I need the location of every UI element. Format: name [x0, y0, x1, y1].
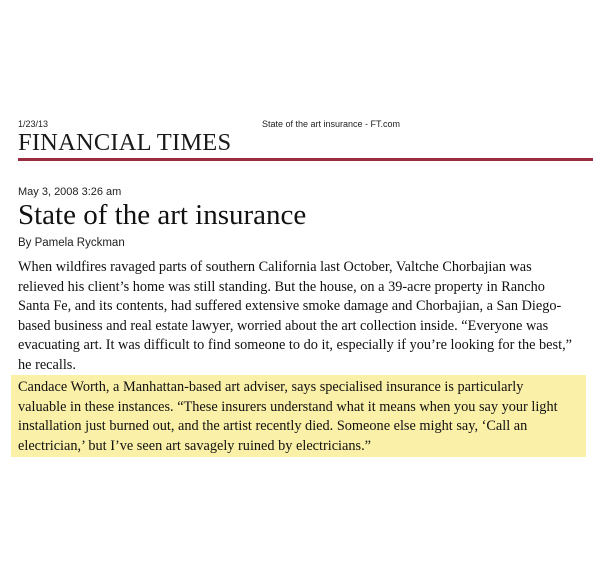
paragraph-line: When wildfires ravaged parts of southern California last October, Valtche Chorbajian was [18, 259, 532, 275]
paragraph-line: he recalls. [18, 356, 76, 373]
paragraph-line: electrician,’ but I’ve seen art savagely ruined by electricians.” [18, 437, 372, 454]
paragraph-line: Candace Worth, a Manhattan-based art adviser, says specialised insurance is particularly [18, 379, 524, 395]
paragraph-line: valuable in these instances. “These insurers understand what it means when you say your light [18, 398, 558, 415]
print-page-title: State of the art insurance - FT.com [262, 119, 401, 129]
publication-date: May 3, 2008 3:26 am [18, 186, 122, 198]
masthead-logo: FINANCIAL TIMES [18, 129, 232, 156]
article-byline: By Pamela Ryckman [18, 237, 125, 249]
paragraph-line: relieved his client’s home was still standing. But the house, on a 39-acre property in Rancho [18, 278, 545, 295]
article-headline: State of the art insurance [18, 199, 307, 231]
paragraph-line: Santa Fe, and its contents, had suffered extensive smoke damage and Chorbajian, a San Diego- [18, 298, 562, 314]
print-date: 1/23/13 [18, 119, 49, 129]
article-paragraph-1 [18, 258, 593, 375]
paragraph-line: evacuating art. It was difficult to find someone to do it, especially if you’re looking for the best,” [18, 337, 572, 353]
masthead-rule [18, 158, 593, 161]
paragraph-line: based business and real estate lawyer, worried about the art collection inside. “Everyone was [18, 317, 549, 334]
paragraph-line: installation just burned out, and the artist recently died. Someone else might say, ‘Call an [18, 418, 528, 434]
article-paragraph-2 [18, 378, 593, 456]
